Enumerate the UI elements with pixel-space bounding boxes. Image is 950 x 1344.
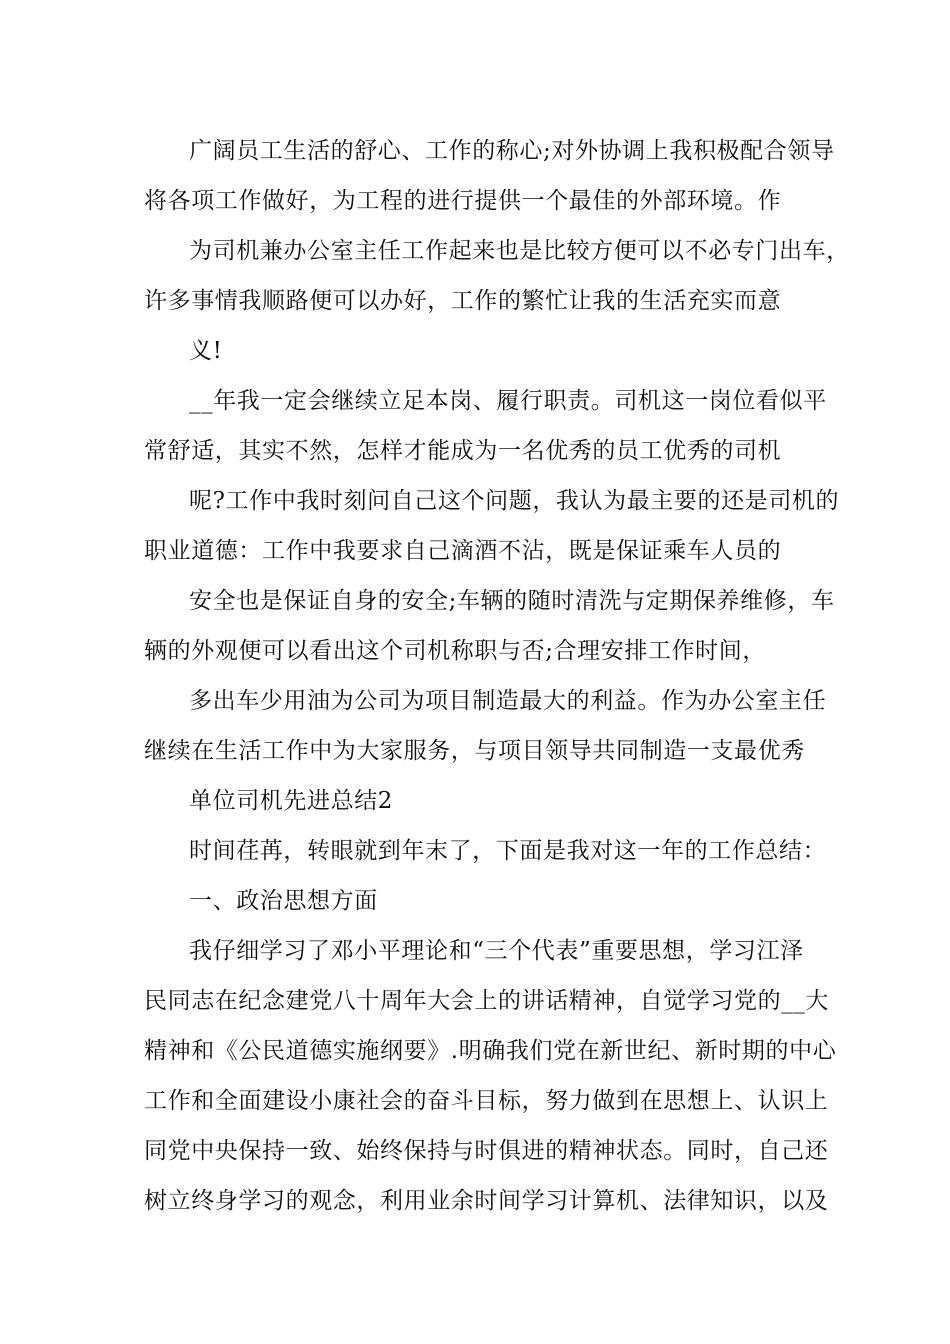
text-line: 工作和全面建设小康社会的奋斗目标，努力做到在思想上、认识上 bbox=[144, 1088, 829, 1114]
text-line: 呢?工作中我时刻问自己这个问题，我认为最主要的还是司机的 bbox=[189, 488, 840, 514]
text-line: 时间荏苒，转眼就到年末了，下面是我对这一年的工作总结： bbox=[189, 838, 827, 864]
text-line: 同党中央保持一致、始终保持与时俱进的精神状态。同时，自己还 bbox=[144, 1138, 829, 1164]
section-heading: 单位司机先进总结2 bbox=[189, 788, 394, 814]
text-line: 树立终身学习的观念，利用业余时间学习计算机、法律知识，以及 bbox=[144, 1188, 829, 1214]
text-line: 为司机兼办公室主任工作起来也是比较方便可以不必专门出车， bbox=[189, 238, 850, 264]
text-line: 民同志在纪念建党八十周年大会上的讲话精神，自觉学习党的__大 bbox=[144, 988, 829, 1014]
text-line: __年我一定会继续立足本岗、履行职责。司机这一岗位看似平 bbox=[189, 388, 827, 414]
text-line: 多出车少用油为公司为项目制造最大的利益。作为办公室主任 bbox=[189, 688, 827, 714]
text-line: 将各项工作做好，为工程的进行提供一个最佳的外部环境。作 bbox=[144, 188, 782, 214]
text-line: 继续在生活工作中为大家服务，与项目领导共同制造一支最优秀 bbox=[144, 738, 805, 764]
text-line: 精神和《公民道德实施纲要》.明确我们党在新世纪、新时期的中心 bbox=[144, 1038, 837, 1064]
text-line: 辆的外观便可以看出这个司机称职与否;合理安排工作时间， bbox=[144, 638, 766, 664]
text-line: 我仔细学习了邓小平理论和“三个代表”重要思想，学习江泽 bbox=[189, 938, 804, 964]
subsection-heading: 一、政治思想方面 bbox=[189, 888, 378, 914]
text-line: 义! bbox=[189, 338, 223, 364]
text-line: 常舒适，其实不然，怎样才能成为一名优秀的员工优秀的司机 bbox=[144, 438, 782, 464]
text-line: 许多事情我顺路便可以办好，工作的繁忙让我的生活充实而意 bbox=[144, 288, 782, 314]
text-line: 职业道德：工作中我要求自己滴酒不沾，既是保证乘车人员的 bbox=[144, 538, 782, 564]
text-line: 广阔员工生活的舒心、工作的称心;对外协调上我积极配合领导 bbox=[189, 138, 835, 164]
text-line: 安全也是保证自身的安全;车辆的随时清洗与定期保养维修，车 bbox=[189, 588, 835, 614]
